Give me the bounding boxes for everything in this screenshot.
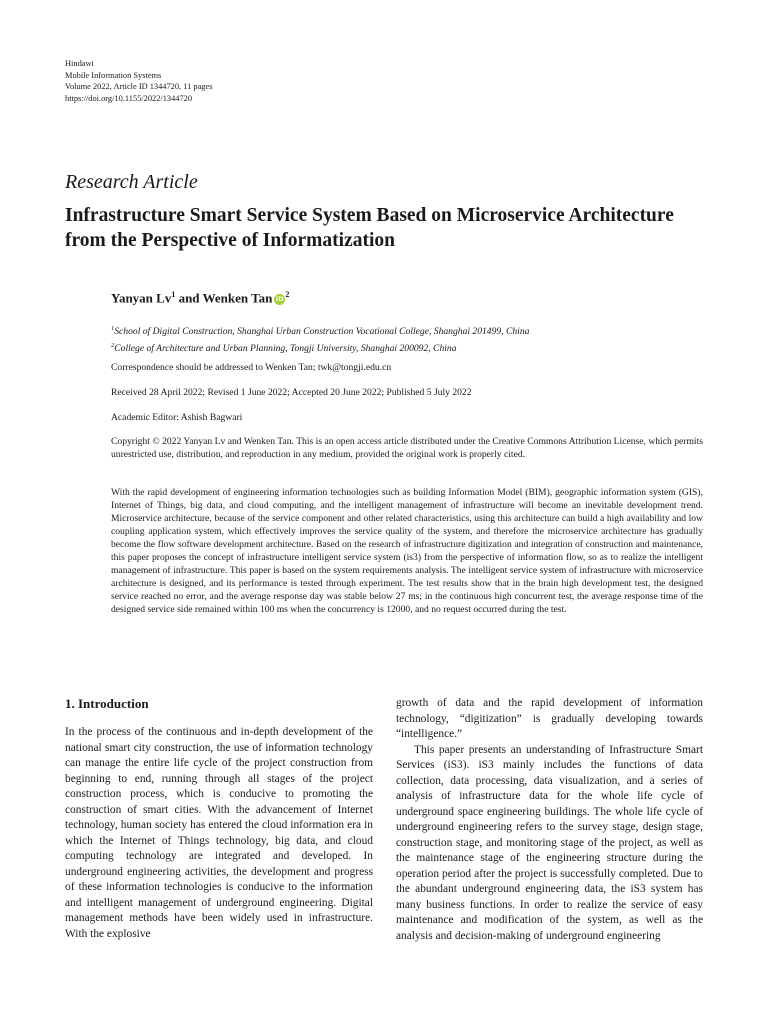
affiliation-text: College of Architecture and Urban Planning, Tongji University, Shanghai 200092, China <box>114 342 457 354</box>
body-paragraph: This paper presents an understanding of Infrastructure Smart Services (iS3). iS3 mainly includes the functions of data collection, data processing, data visualization, and a series of analysis of infrastructure data for the whole life cycle of underground space engineering buildings. The whole life cycle of underground engineering refers to the survey stage, design stage, construction stage, and monitoring stage of the project, as well as the maintenance stage of the engineering structure during the operation period after the project is successfully completed. Due to the abundant underground engineering data, the iS3 system has many business functions. In order to realize the service of easy maintenance and modification of the system, as well as the analysis and decision-making of underground engineering <box>396 743 703 942</box>
author-name[interactable]: Yanyan Lv <box>111 290 172 306</box>
publisher-name: Hindawi <box>65 59 94 68</box>
body-column-right <box>396 696 703 944</box>
section-heading: 1. Introduction <box>65 696 149 711</box>
publication-dates: Received 28 April 2022; Revised 1 June 2022; Accepted 20 June 2022; Published 5 July 2022 <box>111 387 472 398</box>
abstract-text: With the rapid development of engineering information technologies such as building Information Model (BIM), geographic information system (GIS), Internet of Things, big data, and cloud computing, and the intelligent management of infrastructure will become an inevitable development trend. Microservice architecture, because of the service component and other related characteristics, using this architecture can build a high availability and low coupling application system, which effectively improves the service quality of the system, and therefore the microservice architecture has gradually become the flow software development architecture. Based on the research of infrastructure digitization and integration of construction and maintenance, this paper proposes the concept of infrastructure intelligent service system (is3) from the perspective of information flow, so as to realize the intelligent management of infrastructure. This paper is based on the system requirements analysis. The intelligent service system of infrastructure with microservice architecture is designed, and its performance is tested through experiment. The test results show that in the brain high development test, the designed service reached no error, and the average response day was stable below 27 ms; in the continuous high concurrent test, the average response time of the designed service side remained within 100 ms when the concurrency is 12000, and no request occurred during the test. <box>111 487 703 615</box>
body-paragraph: growth of data and the rapid development of information technology, “digitization” is gradually developing towards “intelligence.” <box>396 697 703 740</box>
affiliation-item <box>111 322 529 339</box>
affiliations <box>111 322 529 355</box>
journal-name: Mobile Information Systems <box>65 70 162 80</box>
author-list <box>111 290 289 306</box>
affiliation-item <box>111 339 529 356</box>
article-type: Research Article <box>65 171 198 193</box>
journal-header <box>65 58 212 104</box>
article-title: Infrastructure Smart Service System Based on Microservice Architecture from the Perspective of Informatization <box>65 205 674 251</box>
affiliation-number: 1 <box>111 325 115 332</box>
affiliation-text: School of Digital Construction, Shanghai Urban Construction Vocational College, Shanghai 201499, China <box>114 326 530 338</box>
volume-info: Volume 2022, Article ID 1344720, 11 pages <box>65 82 213 92</box>
body-paragraph: In the process of the continuous and in-depth development of the national smart city construction, the use of information technology can manage the entire life cycle of the project construction from beginning to end, running through all stages of the project construction process, which is conducive to promoting the construction of smart cities. With the advancement of Internet technology, human society has entered the cloud information era in which the Internet of Things technology, big data, and cloud computing technology are integrated and developed. In underground engineering activities, the development and progress of these information technologies is conducive to the information and intelligent management of underground engineering. Digital management methods have been widely used in infrastructure. With the explosive <box>65 726 373 940</box>
affiliation-marker: 2 <box>285 290 290 299</box>
author-name[interactable]: Wenken Tan <box>202 290 273 306</box>
copyright-notice: Copyright © 2022 Yanyan Lv and Wenken Tan. This is an open access article distributed under the Creative Commons Attribution License, which permits unrestricted use, distribution, and reproduction in any medium, provided the original work is properly cited. <box>111 436 703 460</box>
doi-link[interactable]: https://doi.org/10.1155/2022/1344720 <box>65 93 193 103</box>
orcid-icon[interactable]: iD <box>276 294 284 303</box>
body-column-left <box>65 725 373 942</box>
affiliation-marker: 1 <box>171 290 176 299</box>
affiliation-number: 2 <box>111 341 115 349</box>
academic-editor: Academic Editor: Ashish Bagwari <box>111 412 243 423</box>
author-conjunction: and <box>175 290 203 306</box>
correspondence-note: Correspondence should be addressed to Wenken Tan; twk@tongji.edu.cn <box>111 362 392 373</box>
